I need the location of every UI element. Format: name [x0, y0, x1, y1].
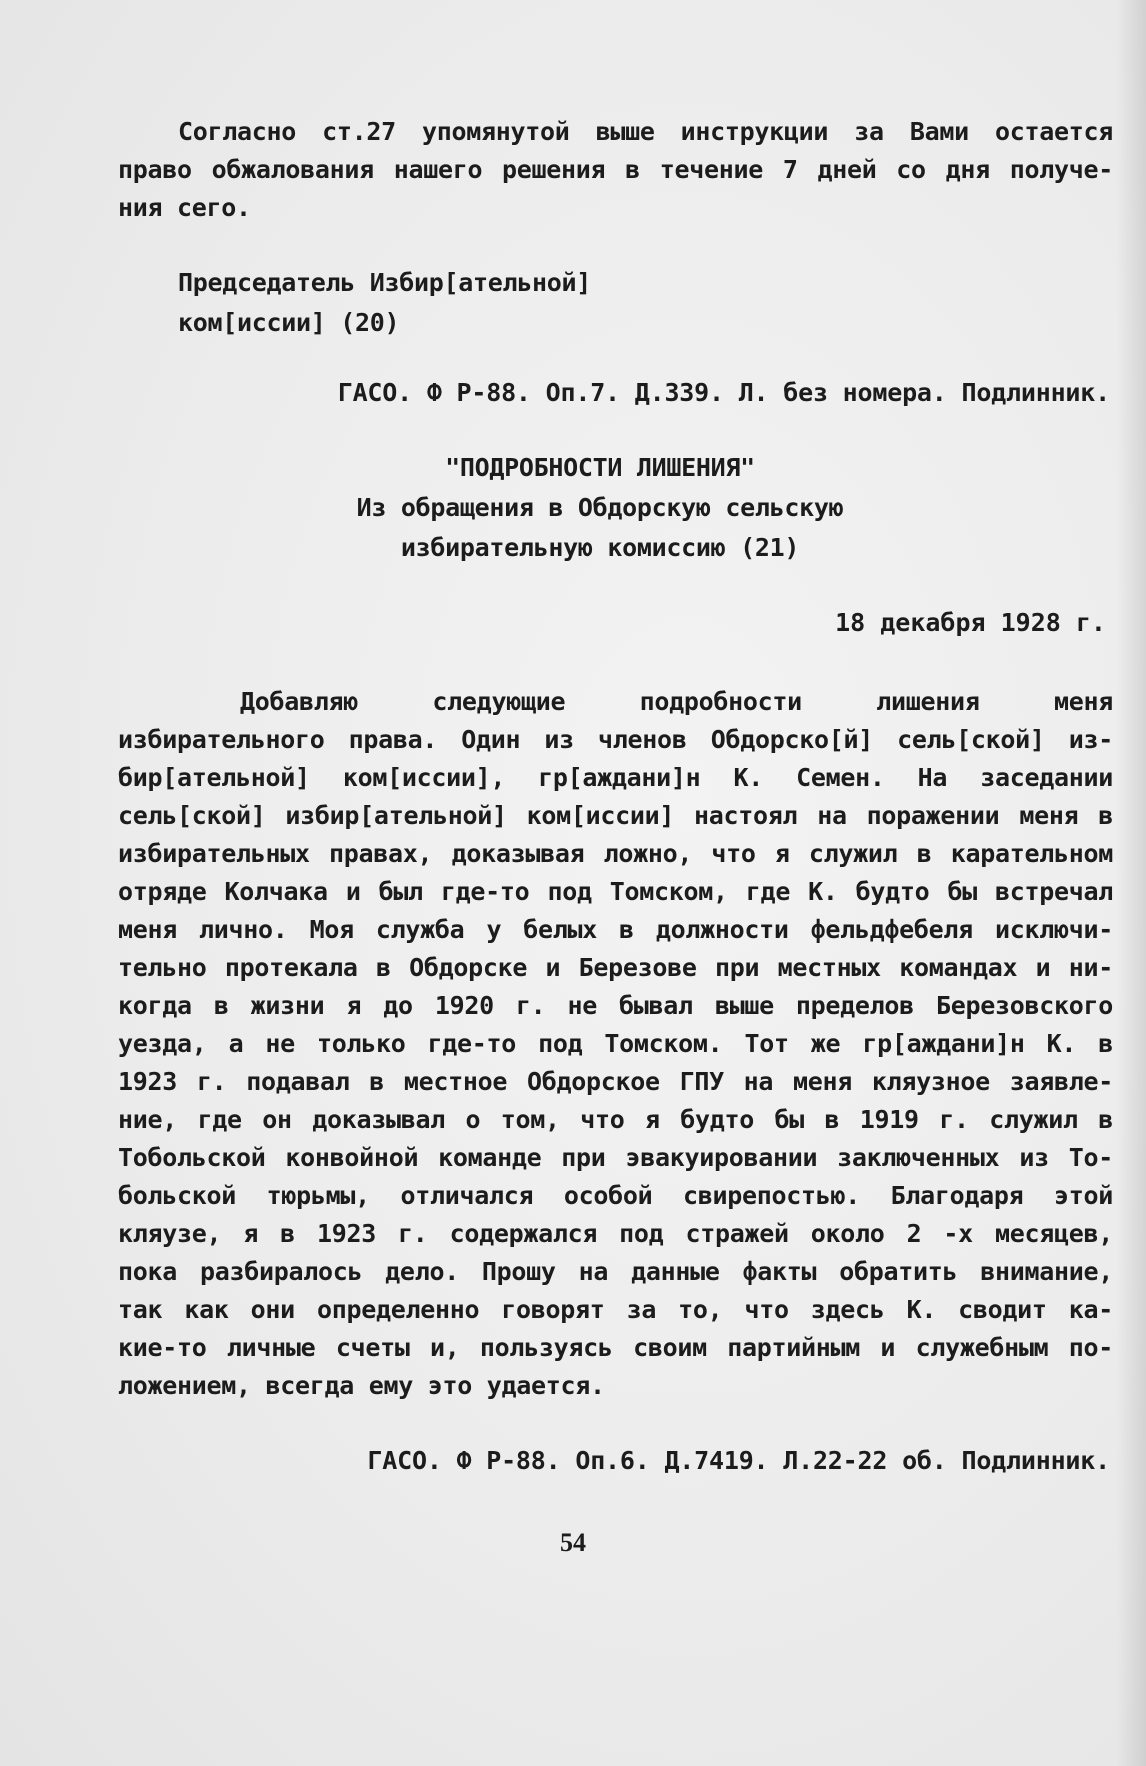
- intro-line: Согласно ст.27 упомянутой выше инструкции за Вами остается: [178, 117, 1113, 146]
- main-line: пока разбиралось дело. Прошу на данные факты обратить внимание,: [118, 1257, 1113, 1286]
- intro-line: право обжалования нашего решения в течение 7 дней со дня получе-: [118, 155, 1113, 184]
- archive-reference: ГАСО. Ф Р-88. Оп.7. Д.339. Л. без номера. Подлинник.: [337, 378, 1110, 407]
- main-line: ние, где он доказывал о том, что я будто бы в 1919 г. служил в: [118, 1105, 1113, 1134]
- main-line: отряде Колчака и был где-то под Томском, где К. будто бы встречал: [118, 877, 1113, 906]
- main-line: кие-то личные счеты и, пользуясь своим партийным и служебным по-: [118, 1333, 1113, 1362]
- main-line: больской тюрьмы, отличался особой свирепостью. Благодаря этой: [118, 1181, 1113, 1210]
- main-line: когда в жизни я до 1920 г. не бывал выше пределов Березовского: [118, 991, 1113, 1020]
- page-number: 54: [560, 1528, 586, 1557]
- signature-block: [178, 263, 591, 343]
- intro-paragraph: [118, 113, 1113, 227]
- main-line: Добавляю следующие подробности лишения меня: [240, 687, 1113, 716]
- document-subtitle: избирательную комиссию (21): [400, 533, 800, 562]
- main-line: кляузе, я в 1923 г. содержался под стражей около 2 -х месяцев,: [118, 1219, 1113, 1248]
- main-line: уезда, а не только где-то под Томском. Тот же гр[аждани]н К. в: [118, 1029, 1113, 1058]
- main-line: избирательного права. Один из членов Обдорско[й] сель[ской] из-: [118, 725, 1113, 754]
- archive-reference: ГАСО. Ф Р-88. Оп.6. Д.7419. Л.22-22 об. Подлинник.: [367, 1446, 1110, 1475]
- document-title: "ПОДРОБНОСТИ ЛИШЕНИЯ": [445, 453, 755, 482]
- main-line: 1923 г. подавал в местное Обдорское ГПУ на меня кляузное заявле-: [118, 1067, 1113, 1096]
- document-subtitle: Из обращения в Обдорскую сельскую: [356, 493, 844, 522]
- page-edge-shadow: [1116, 0, 1146, 1766]
- main-line: сель[ской] избир[ательной] ком[иссии] настоял на поражении меня в: [118, 801, 1113, 830]
- main-line: тельно протекала в Обдорске и Березове при местных командах и ни-: [118, 953, 1113, 982]
- main-line: меня лично. Моя служба у белых в должности фельдфебеля исключи-: [118, 915, 1113, 944]
- signature-commission: ком[иссии] (20): [178, 308, 400, 337]
- main-line: ложением, всегда ему это удается.: [118, 1371, 605, 1400]
- main-line: так как они определенно говорят за то, что здесь К. сводит ка-: [118, 1295, 1113, 1324]
- intro-line: ния сего.: [118, 193, 251, 222]
- main-line: избирательных правах, доказывая ложно, что я служил в карательном: [118, 839, 1113, 868]
- main-line: Тобольской конвойной команде при эвакуировании заключенных из То-: [118, 1143, 1113, 1172]
- main-paragraph: [118, 683, 1113, 1405]
- document-heading: [300, 448, 900, 568]
- document-date: 18 декабря 1928 г.: [835, 608, 1106, 637]
- main-line: бир[ательной] ком[иссии], гр[аждани]н К. Семен. На заседании: [118, 763, 1113, 792]
- signature-title: Председатель Избир[ательной]: [178, 268, 592, 297]
